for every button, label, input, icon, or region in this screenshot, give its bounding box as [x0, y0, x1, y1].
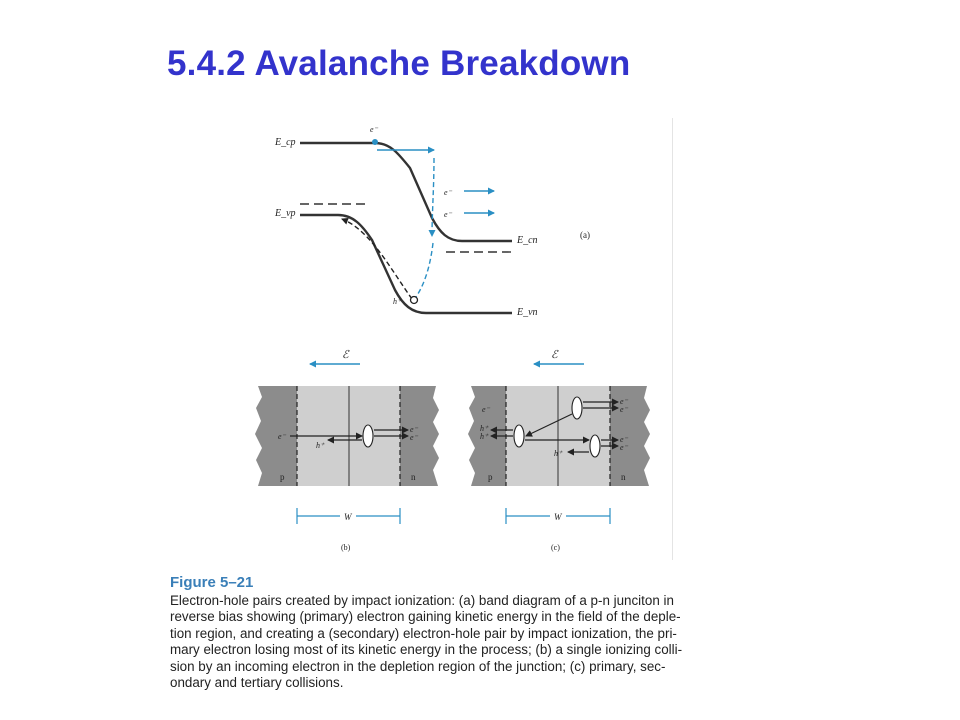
- caption-line: ondary and tertiary collisions.: [170, 675, 344, 691]
- region-label-p: p: [280, 472, 285, 482]
- primary-electron-dot: [372, 139, 378, 145]
- label-electron: e⁻: [444, 210, 452, 219]
- band-diagram: [274, 125, 590, 318]
- label-electron: e⁻: [620, 443, 628, 452]
- label-hole: h⁺: [554, 449, 563, 458]
- ionization-event: [514, 425, 524, 447]
- figure-caption: [168, 572, 798, 706]
- caption-line: tion region, and creating a (secondary) electron-hole pair by impact ionization, the pri-: [170, 625, 677, 641]
- label-hole: h⁺: [480, 432, 489, 441]
- electron-fall-dashed: [432, 158, 434, 236]
- panel-tag-c: (c): [551, 543, 560, 552]
- label-electron: e⁻: [444, 188, 452, 197]
- ionization-event: [572, 397, 582, 419]
- figure-5-21: [250, 118, 673, 560]
- field-symbol: ℰ: [551, 349, 558, 361]
- caption-line: Electron-hole pairs created by impact ionization: (a) band diagram of a p-n junciton in: [170, 593, 674, 608]
- panel-tag-b: (b): [341, 543, 351, 552]
- panel-b-junction: [255, 349, 439, 552]
- label-electron: e⁻: [278, 432, 286, 441]
- label-Ecp: E_cp: [275, 137, 296, 148]
- secondary-excitation-dashed: [414, 243, 433, 300]
- label-electron: e⁻: [620, 405, 628, 414]
- slide-title: 5.4.2 Avalanche Breakdown: [167, 44, 631, 83]
- label-hole: h⁺: [480, 424, 489, 433]
- label-electron: e⁻: [410, 433, 418, 442]
- ionization-event: [590, 435, 600, 457]
- panel-c-junction: [468, 349, 650, 552]
- n-neutral-region: [610, 386, 650, 486]
- region-label-n: n: [621, 472, 626, 482]
- caption-line: sion by an incoming electron in the depletion region of the junction; (c) primary, sec-: [170, 658, 666, 674]
- label-electron: e⁻: [482, 405, 490, 414]
- label-electron: e⁻: [410, 425, 418, 434]
- label-hole: h⁺: [393, 297, 402, 306]
- caption-text: [170, 593, 792, 691]
- ionization-event: [363, 425, 373, 447]
- panel-tag-a: (a): [580, 230, 590, 240]
- conduction-band-edge: [300, 143, 512, 241]
- label-hole: h⁺: [316, 441, 325, 450]
- caption-line: reverse bias showing (primary) electron gaining kinetic energy in the field of the deple-: [170, 609, 681, 625]
- region-label-p: p: [488, 472, 493, 482]
- valence-band-edge: [300, 215, 512, 313]
- field-symbol: ℰ: [342, 349, 349, 361]
- label-electron: e⁻: [370, 125, 378, 134]
- label-electron: e⁻: [620, 397, 628, 406]
- width-label: W: [344, 512, 352, 522]
- caption-label: Figure 5–21: [170, 574, 254, 591]
- figure-drawing: [250, 118, 672, 560]
- region-label-n: n: [411, 472, 416, 482]
- caption-line: mary electron losing most of its kinetic energy in the process; (b) a single ionizing colli-: [170, 642, 683, 658]
- label-Evp: E_vp: [275, 208, 296, 219]
- label-Ecn: E_cn: [517, 235, 538, 246]
- hole-path-dashed: [342, 219, 412, 299]
- label-electron: e⁻: [620, 435, 628, 444]
- hole-circle: [411, 297, 418, 304]
- label-Evn: E_vn: [517, 307, 538, 318]
- width-label: W: [554, 512, 562, 522]
